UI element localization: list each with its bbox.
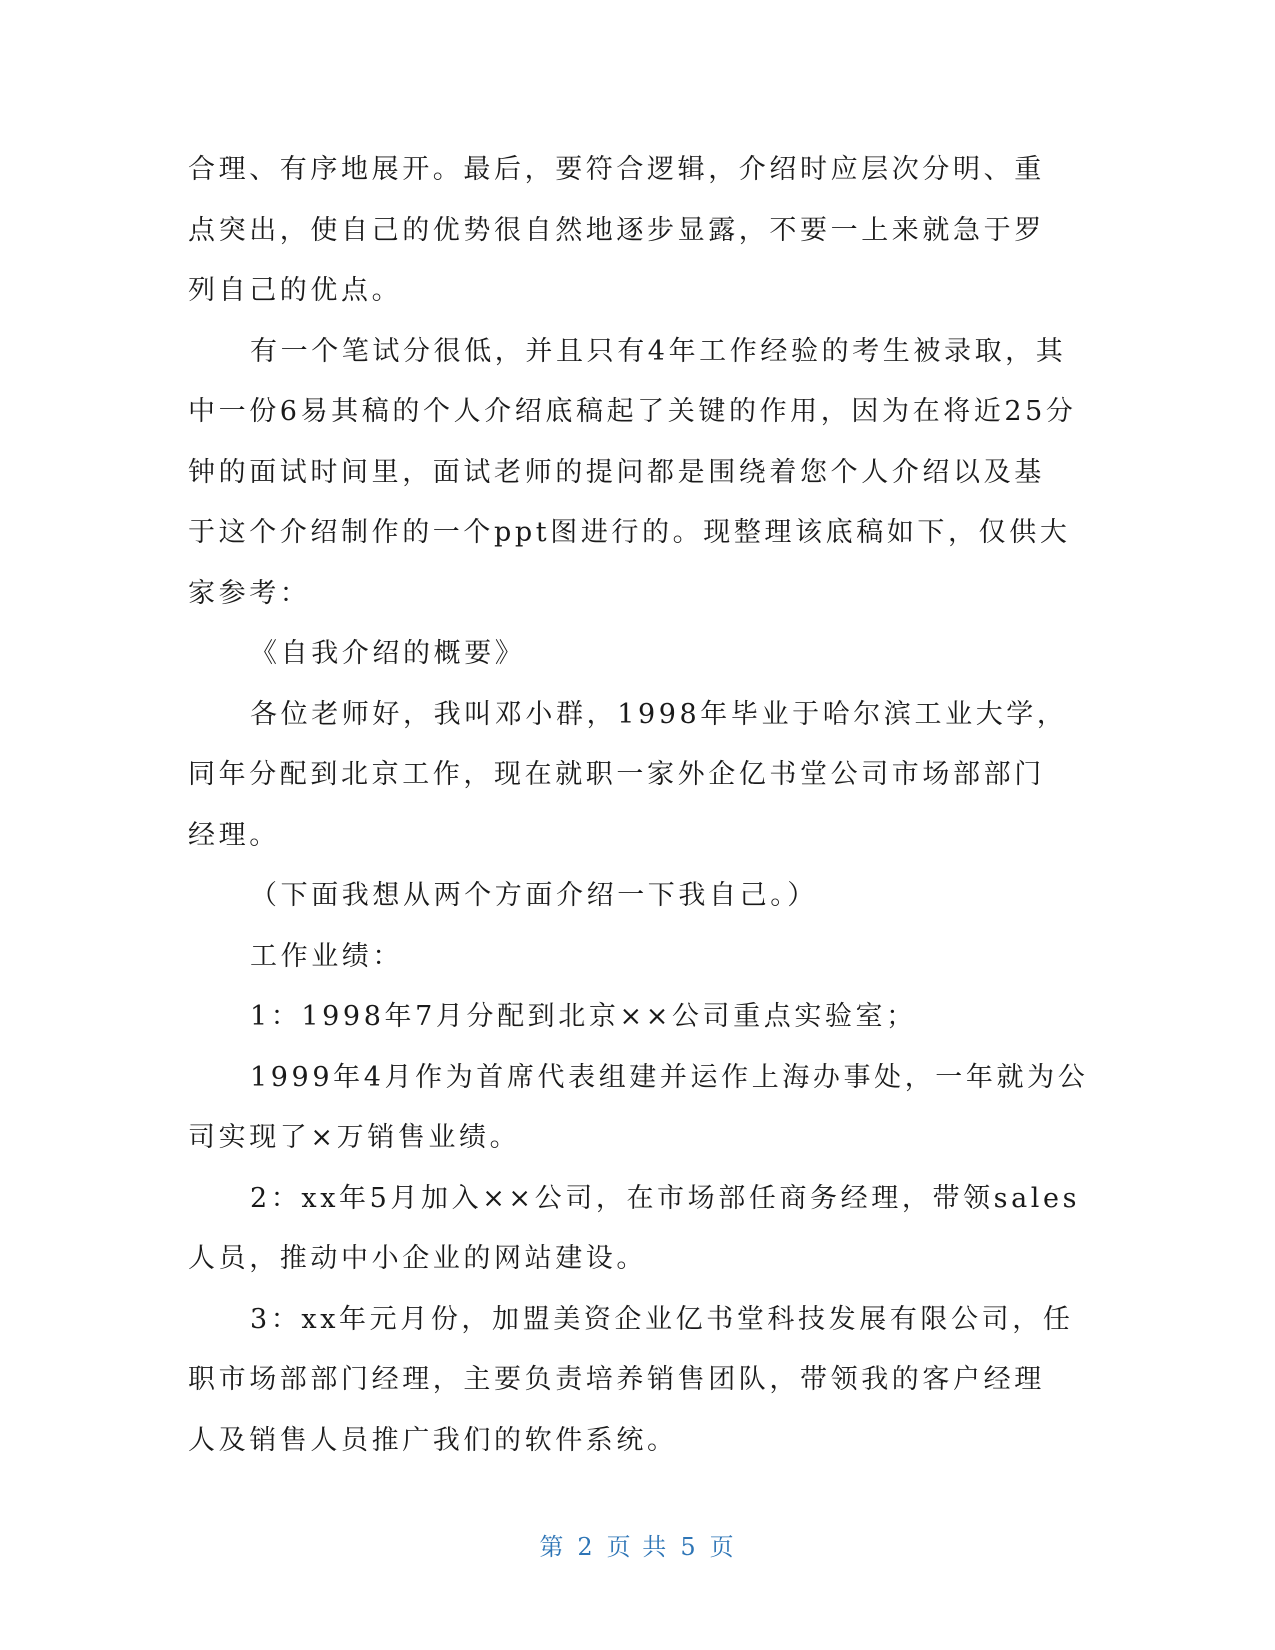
- text-line-16: 1999年4月作为首席代表组建并运作上海办事处，一年就为公: [250, 1061, 1089, 1093]
- subsection-heading: 工作业绩：: [250, 940, 403, 972]
- footer-middle: 页 共: [606, 1533, 669, 1561]
- footer-total-pages: 5: [680, 1533, 698, 1561]
- page-footer: [0, 1527, 1275, 1562]
- text-line-6: 钟的面试时间里，面试老师的提问都是围绕着您个人介绍以及基: [188, 456, 1045, 488]
- list-item-2: 2：xx年5月加入××公司，在市场部任商务经理，带领sales: [250, 1182, 1081, 1214]
- text-line-1: 合理、有序地展开。最后，要符合逻辑，介绍时应层次分明、重: [188, 154, 1045, 185]
- text-line-7: 于这个介绍制作的一个ppt图进行的。现整理该底稿如下，仅供大: [188, 517, 1071, 548]
- text-line-10: 各位老师好，我叫邓小群，1998年毕业于哈尔滨工业大学，: [250, 698, 1068, 730]
- text-line-11: 同年分配到北京工作，现在就职一家外企亿书堂公司市场部部门: [188, 759, 1045, 790]
- footer-page-number: 2: [577, 1533, 595, 1561]
- footer-prefix: 第: [539, 1533, 566, 1561]
- text-line-17: 司实现了×万销售业绩。: [188, 1122, 521, 1153]
- text-line-22: 人及销售人员推广我们的软件系统。: [188, 1424, 678, 1456]
- text-line-3: 列自己的优点。: [188, 275, 403, 306]
- list-item-1: 1：1998年7月分配到北京××公司重点实验室；: [250, 1001, 917, 1032]
- footer-suffix: 页: [709, 1533, 736, 1561]
- section-title: 《自我介绍的概要》: [250, 638, 526, 669]
- text-line-21: 职市场部部门经理，主要负责培养销售团队，带领我的客户经理: [188, 1364, 1045, 1395]
- text-line-19: 人员，推动中小企业的网站建设。: [188, 1243, 647, 1274]
- list-item-3: 3：xx年元月份，加盟美资企业亿书堂科技发展有限公司，任: [250, 1303, 1074, 1335]
- document-body: [188, 140, 1089, 1471]
- text-line-13: （下面我想从两个方面介绍一下我自己。）: [250, 880, 818, 911]
- text-line-4: 有一个笔试分很低，并且只有4年工作经验的考生被录取，其: [250, 335, 1067, 367]
- text-line-8: 家参考：: [188, 577, 311, 609]
- text-line-5: 中一份6易其稿的个人介绍底稿起了关键的作用，因为在将近25分: [188, 396, 1077, 427]
- text-line-2: 点突出，使自己的优势很自然地逐步显露，不要一上来就急于罗: [188, 214, 1045, 246]
- text-line-12: 经理。: [188, 819, 280, 851]
